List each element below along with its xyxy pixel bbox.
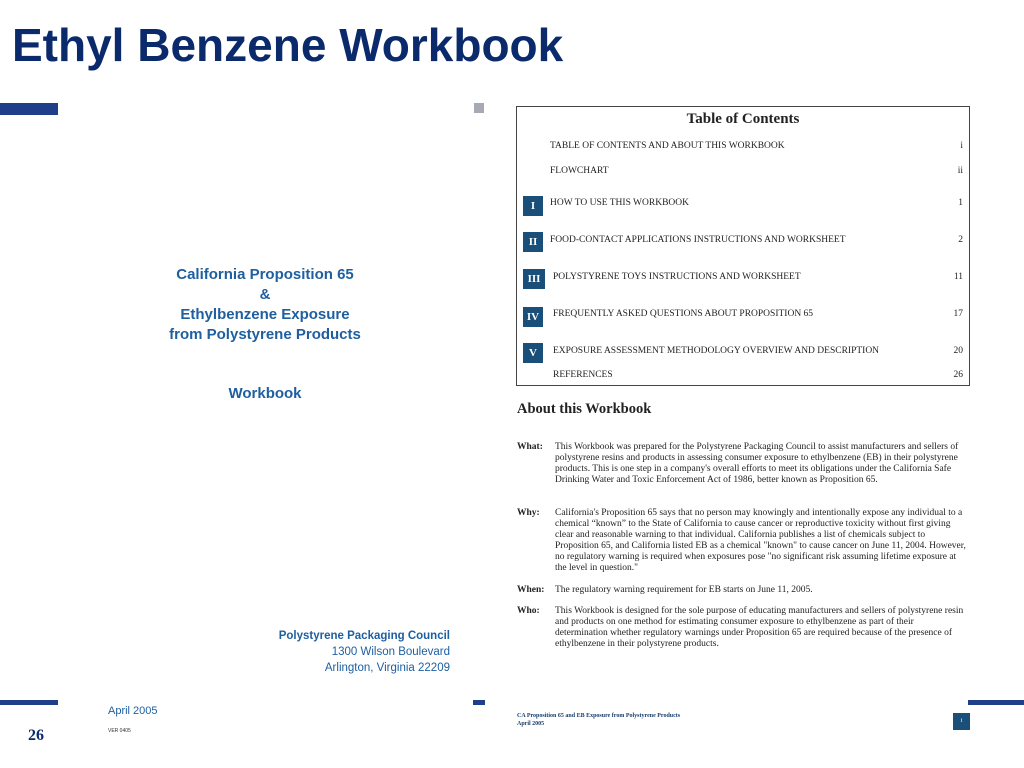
cover-line: California Proposition 65 (176, 266, 354, 283)
about-text: The regulatory warning requirement for EB starts on June 11, 2005. (555, 585, 813, 595)
about-label: When: (517, 585, 545, 595)
slide-title: Ethyl Benzene Workbook (12, 19, 564, 71)
accent-bar-mid (473, 700, 485, 705)
toc-entry-page: 11 (953, 272, 963, 282)
about-text: This Workbook was prepared for the Polystyrene Packaging Council to assist manufacturers and sellers of polystyrene resins and products in assessing consumer exposure to ethylbenzene (EB) in their polystyrene products. This is one step in a company's overall efforts to meet its obligations under the California Safe Drinking Water and Toxic Enforcement Act of 1986, better known as Proposition 65. (555, 442, 959, 485)
address-line: Arlington, Virginia 22209 (324, 662, 450, 674)
toc-entry-label: FLOWCHART (550, 166, 609, 176)
toc-entry-label: FREQUENTLY ASKED QUESTIONS ABOUT PROPOSITION 65 (553, 309, 814, 319)
footer-page-badge: i (953, 713, 970, 730)
toc-entry-label: TABLE OF CONTENTS AND ABOUT THIS WORKBOOK (550, 141, 785, 151)
cover-date: April 2005 (108, 705, 158, 717)
cover-line: & (259, 286, 271, 303)
accent-bar-bottom (0, 700, 58, 705)
section-badge: IV (523, 307, 543, 327)
toc-entry-page: ii (957, 166, 963, 176)
toc-entry-page: 20 (953, 346, 963, 356)
slide-page-number: 26 (28, 727, 44, 744)
document-footer (517, 712, 680, 728)
about-heading: About this Workbook (517, 401, 652, 417)
about-text: California's Proposition 65 says that no person may knowingly and intentionally expose any individual to a chemical “known” to the State of California to cause cancer or reproductive toxicity without first giving clear and reasonable warning to that individual. California publishes a list of chemicals subject to Proposition 65, and California listed EB as a chemical "known" to cause cancer on June 11, 2004. However, no regulatory warning is required when exposures pose "no significant risk assuming lifetime exposure at the level in question." (555, 508, 966, 573)
bullet-square (474, 103, 484, 113)
about-label: What: (517, 442, 543, 452)
cover-line: Ethylbenzene Exposure (180, 306, 350, 323)
section-badge: V (523, 343, 543, 363)
cover-line: from Polystyrene Products (169, 326, 361, 343)
footer-line: April 2005 (517, 721, 545, 727)
about-label: Who: (517, 606, 540, 616)
cover-title (150, 265, 380, 345)
toc-entry-label: REFERENCES (553, 370, 613, 380)
accent-bar-top (0, 103, 58, 115)
toc-entry-page: 2 (958, 235, 963, 245)
toc-entry-label: HOW TO USE THIS WORKBOOK (550, 198, 689, 208)
table-of-contents (516, 106, 970, 386)
toc-entry-label: POLYSTYRENE TOYS INSTRUCTIONS AND WORKSHEET (553, 272, 801, 282)
section-badge: III (523, 269, 545, 289)
toc-entry-page: 26 (953, 370, 963, 380)
toc-heading: Table of Contents (686, 111, 800, 127)
accent-bar-right (968, 700, 1024, 705)
address-line: 1300 Wilson Boulevard (331, 646, 450, 658)
footer-line: CA Proposition 65 and EB Exposure from Polystyrene Products (517, 713, 681, 719)
toc-entry-label: FOOD-CONTACT APPLICATIONS INSTRUCTIONS AND WORKSHEET (550, 235, 846, 245)
about-label: Why: (517, 508, 540, 518)
council-name: Polystyrene Packaging Council (278, 630, 450, 642)
section-badge: II (523, 232, 543, 252)
section-badge: I (523, 196, 543, 216)
toc-entry-label: EXPOSURE ASSESSMENT METHODOLOGY OVERVIEW AND DESCRIPTION (553, 346, 880, 356)
council-address (260, 628, 450, 676)
toc-entry-page: i (960, 141, 963, 151)
toc-entry-page: 1 (958, 198, 963, 208)
about-text: This Workbook is designed for the sole purpose of educating manufacturers and sellers of polystyrene resin and products on one method for estimating consumer exposure to ethylbenzene as part of their determination whether regulatory warnings under Proposition 65 are required because of the presence of ethylbenzene in their polystyrene products. (555, 606, 964, 649)
cover-subtitle: Workbook (228, 385, 302, 402)
toc-entry-page: 17 (953, 309, 963, 319)
cover-version: VER 0405 (108, 728, 131, 734)
